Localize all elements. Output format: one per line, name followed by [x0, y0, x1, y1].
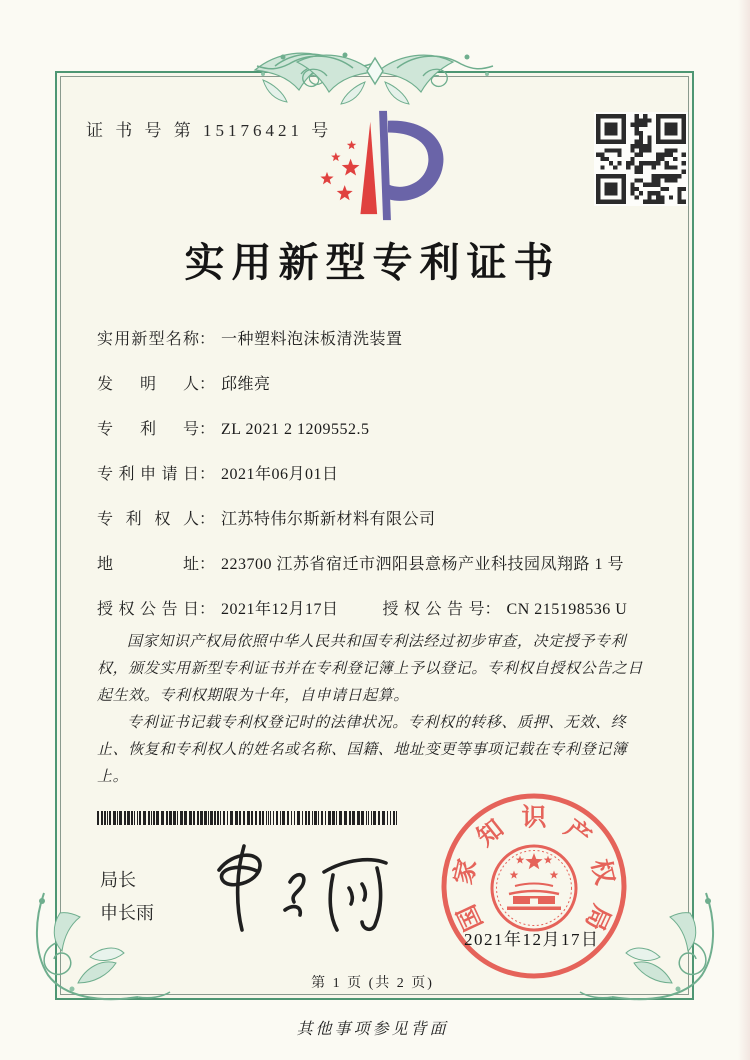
- border-ornament-bottom-left: [26, 891, 178, 1009]
- field-value: 一种塑料泡沫板清洗装置: [221, 331, 403, 348]
- colon: ：: [199, 511, 216, 528]
- field-label: 授权公告日: [97, 601, 199, 618]
- colon: ：: [199, 601, 216, 618]
- svg-text:家: 家: [450, 856, 483, 888]
- back-side-note: 其他事项参见背面: [296, 1021, 449, 1038]
- colon: ：: [199, 331, 216, 348]
- certificate-title: 实用新型专利证书: [184, 240, 561, 285]
- field-row-name: [97, 330, 667, 350]
- field-row-filing-date: [97, 465, 667, 485]
- seal-date: 2021年12月17日: [464, 930, 600, 949]
- field-label: 实用新型名称: [97, 331, 199, 348]
- signature-shenchangyu: [202, 838, 407, 938]
- colon: ：: [199, 556, 216, 573]
- svg-text:权: 权: [585, 856, 618, 888]
- colon: ：: [199, 421, 216, 438]
- signer-title: 局长: [100, 870, 136, 890]
- field-list: [97, 330, 667, 645]
- colon: ：: [484, 601, 501, 618]
- colon: ：: [199, 466, 216, 483]
- field-row-patentee: [97, 510, 667, 530]
- svg-text:国: 国: [453, 900, 489, 935]
- field-row-inventor: [97, 375, 667, 395]
- svg-text:产: 产: [559, 814, 596, 852]
- border-ornament-bottom-right: [572, 891, 724, 1009]
- field-row-grant: [97, 600, 667, 620]
- field-label: 专利申请日: [97, 466, 199, 483]
- cnipa-logo-icon: [298, 106, 473, 224]
- field-row-patent-no: [97, 420, 667, 440]
- svg-text:局: 局: [579, 900, 615, 935]
- colon: ：: [199, 376, 216, 393]
- scan-edge-shadow: [738, 0, 750, 1060]
- svg-text:识: 识: [521, 804, 547, 832]
- field-value: ZL 2021 2 1209552.5: [221, 421, 370, 438]
- field-value: 2021年12月17日: [221, 601, 339, 618]
- qr-code: [594, 112, 688, 206]
- field-row-address: [97, 555, 667, 575]
- field-label: 专利权人: [97, 511, 199, 528]
- field-label: 地址: [97, 556, 199, 573]
- certificate-number: 证 书 号 第 15176421 号: [86, 121, 333, 140]
- field-value: 2021年06月01日: [221, 466, 339, 483]
- field-label: 发明人: [97, 376, 199, 393]
- barcode: [97, 811, 402, 825]
- signer-name: 申长雨: [100, 903, 154, 923]
- field-value: CN 215198536 U: [506, 601, 628, 618]
- legal-paragraph-2: 专利证书记载专利权登记时的法律状况。专利权的转移、质押、无效、终止、恢复和专利权人的姓名或名称、国籍、地址变更等事项记载在专利登记簿上。: [97, 715, 628, 785]
- field-label: 专利号: [97, 421, 199, 438]
- border-ornament-top-center: [253, 40, 497, 108]
- field-value: 邱维亮: [221, 376, 271, 393]
- legal-paragraph-1: 国家知识产权局依照中华人民共和国专利法经过初步审查，决定授予专利权，颁发实用新型专利证书并在专利登记簿上予以登记。专利权自授权公告之日起生效。专利权期限为十年，自申请日起算。: [97, 634, 644, 704]
- page-number: 第 1 页 (共 2 页): [311, 976, 434, 991]
- field-value: 江苏特伟尔斯新材料有限公司: [221, 511, 436, 528]
- field-label: 授权公告号: [382, 601, 485, 618]
- legal-text: [97, 629, 657, 791]
- field-value: 223700 江苏省宿迁市泗阳县意杨产业科技园凤翔路 1 号: [221, 556, 625, 573]
- svg-text:知: 知: [472, 814, 509, 852]
